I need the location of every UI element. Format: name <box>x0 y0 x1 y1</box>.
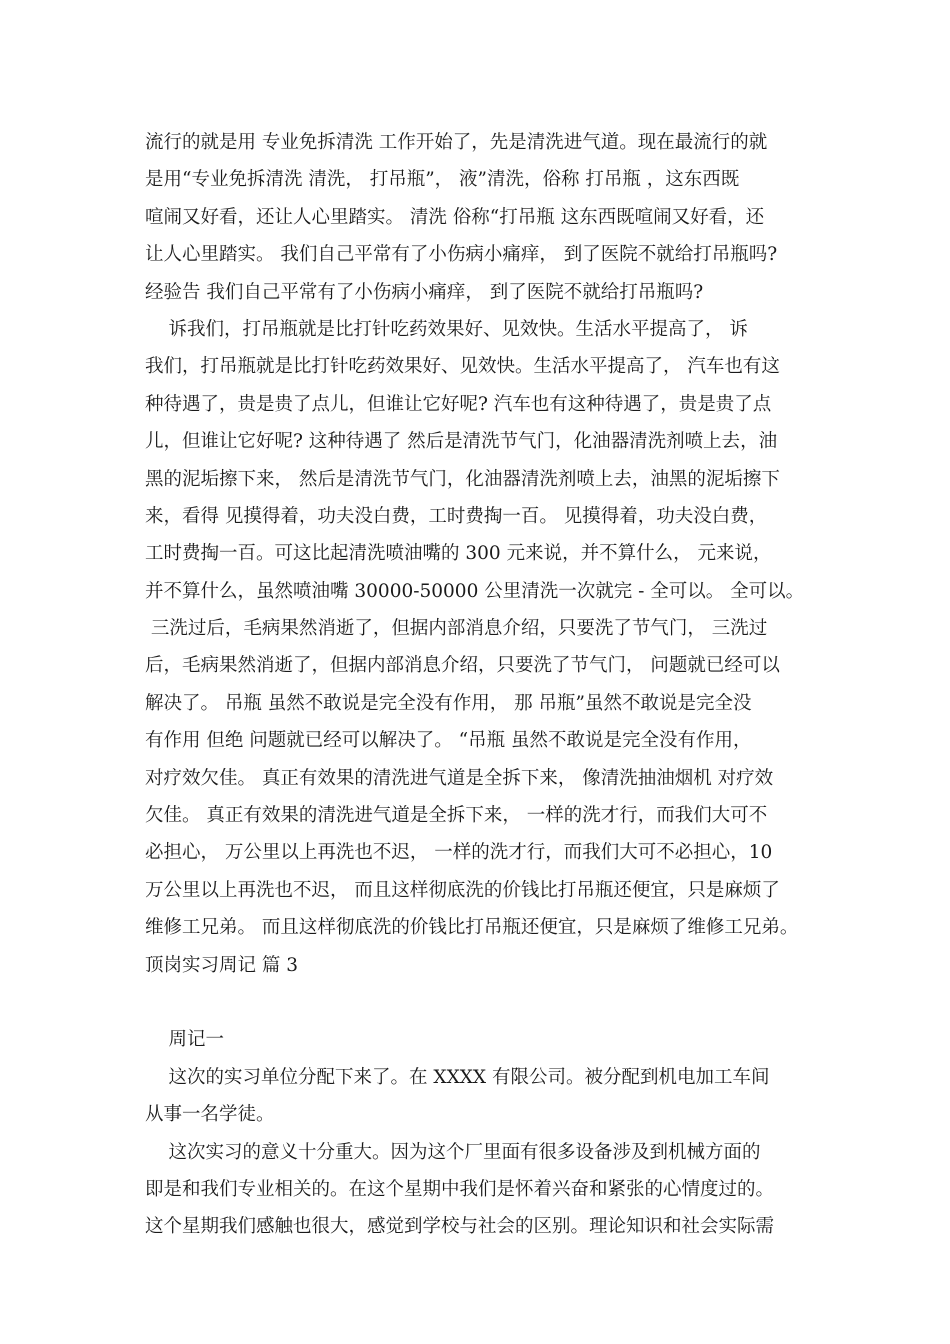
text-line: 三洗过后，毛病果然消逝了，但据内部消息介绍，只要洗了节气门， 三洗过 <box>145 618 768 640</box>
text-line: 从事一名学徒。 <box>145 1104 275 1126</box>
text-line: 万公里以上再洗也不迟， 而且这样彻底洗的价钱比打吊瓶还便宜，只是麻烦了 <box>145 879 780 901</box>
text-line: 我们，打吊瓶就是比打针吃药效果好、见效快。生活水平提高了， 汽车也有这 <box>145 356 780 378</box>
text-line: 经验告 我们自己平常有了小伤病小痛痒， 到了医院不就给打吊瓶吗? <box>145 281 704 303</box>
subsection-heading: 周记一 <box>145 1029 225 1051</box>
text-line: 工时费掏一百。可这比起清洗喷油嘴的 300 元来说，并不算什么， 元来说， <box>145 543 772 565</box>
text-line: 这次的实习单位分配下来了。在 XXXX 有限公司。被分配到机电加工车间 <box>145 1066 770 1088</box>
text-line: 黑的泥垢擦下来， 然后是清洗节气门，化油器清洗剂喷上去，油黑的泥垢擦下 <box>145 468 780 490</box>
text-line: 诉我们，打吊瓶就是比打针吃药效果好、见效快。生活水平提高了， 诉 <box>145 318 748 340</box>
text-line: 是用“专业免拆清洗 清洗， 打吊瓶”， 液”清洗，俗称 打吊瓶 ，这东西既 <box>145 169 740 191</box>
text-line: 对疗效欠佳。 真正有效果的清洗进气道是全拆下来， 像清洗抽油烟机 对疗效 <box>145 767 774 789</box>
text-line: 即是和我们专业相关的。在这个星期中我们是怀着兴奋和紧张的心情度过的。 <box>145 1178 775 1200</box>
blank-line <box>145 984 825 1021</box>
text-line: 流行的就是用 专业免拆清洗 工作开始了，先是清洗进气道。现在最流行的就 <box>145 132 768 153</box>
text-line: 并不算什么，虽然喷油嘴 30000-50000 公里清洗一次就完 - 全可以。 全可以。 <box>145 580 805 602</box>
text-line: 有作用 但绝 问题就已经可以解决了。 “吊瓶 虽然不敢说是完全没有作用， <box>145 730 752 752</box>
text-line: 后，毛病果然消逝了，但据内部消息介绍，只要洗了节气门， 问题就已经可以 <box>145 655 780 677</box>
text-line: 维修工兄弟。 而且这样彻底洗的价钱比打吊瓶还便宜，只是麻烦了维修工兄弟。 <box>145 917 799 939</box>
text-line: 种待遇了，贵是贵了点儿，但谁让它好呢? 汽车也有这种待遇了，贵是贵了点 <box>145 393 772 415</box>
text-line: 儿，但谁让它好呢? 这种待遇了 然后是清洗节气门，化油器清洗剂喷上去，油 <box>145 431 778 453</box>
text-line: 这个星期我们感触也很大，感觉到学校与社会的区别。理论知识和社会实际需 <box>145 1216 775 1238</box>
text-line: 来，看得 见摸得着，功夫没白费，工时费掏一百。 见摸得着，功夫没白费， <box>145 505 768 527</box>
document-body <box>145 124 825 1246</box>
text-line: 这次实习的意义十分重大。因为这个厂里面有很多设备涉及到机械方面的 <box>145 1141 761 1163</box>
text-line: 让人心里踏实。 我们自己平常有了小伤病小痛痒， 到了医院不就给打吊瓶吗? <box>145 244 778 266</box>
text-line: 喧闹又好看，还让人心里踏实。 清洗 俗称“打吊瓶 这东西既喧闹又好看，还 <box>145 206 765 228</box>
text-line: 必担心， 万公里以上再洗也不迟， 一样的洗才行，而我们大可不必担心，10 <box>145 842 773 864</box>
text-line: 解决了。 吊瓶 虽然不敢说是完全没有作用， 那 吊瓶”虽然不敢说是完全没 <box>145 692 752 714</box>
section-heading: 顶岗实习周记 篇 3 <box>145 954 299 976</box>
text-line: 欠佳。 真正有效果的清洗进气道是全拆下来， 一样的洗才行，而我们大可不 <box>145 805 768 827</box>
